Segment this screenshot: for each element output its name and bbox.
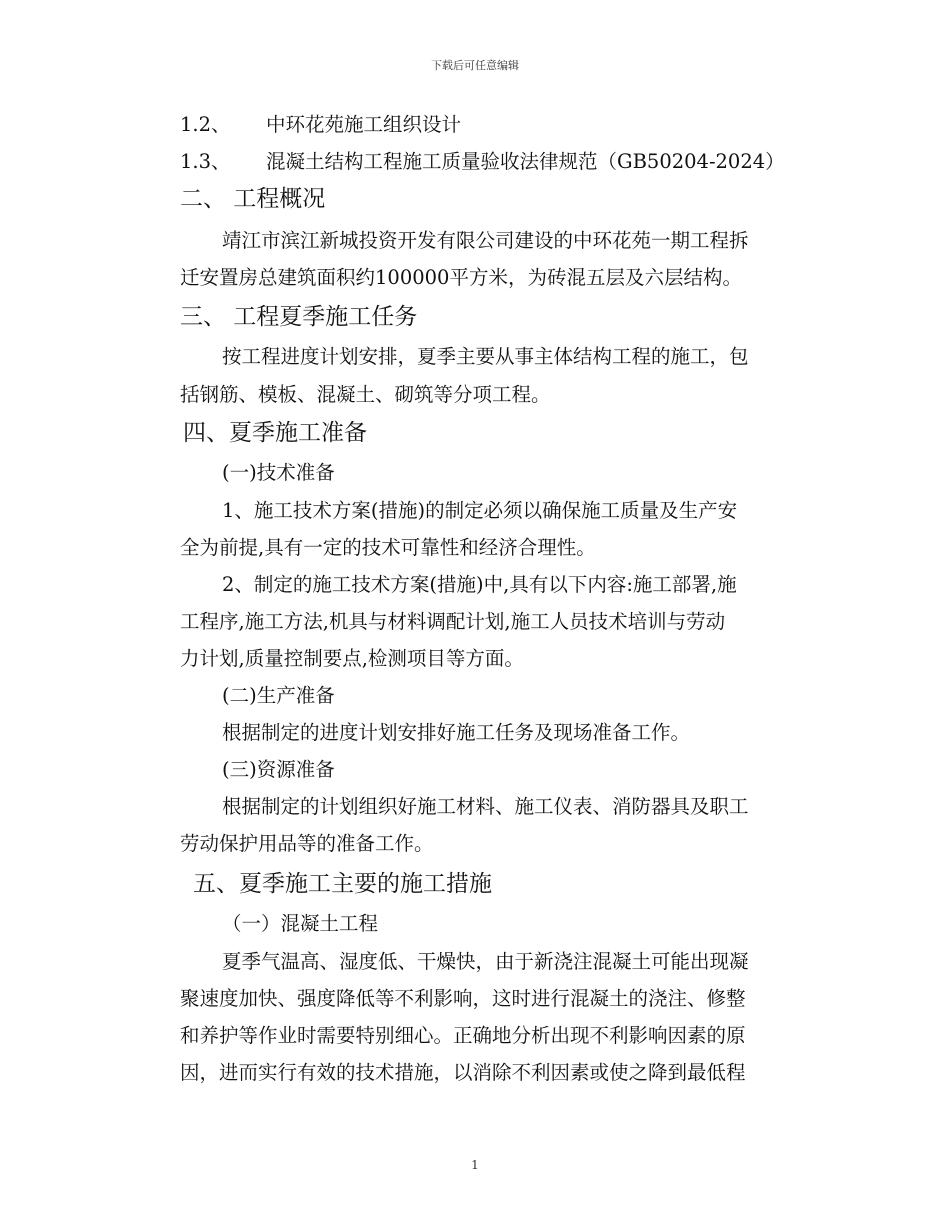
paragraph-line: 1、施工技术方案(措施)的制定必须以确保施工质量及生产安 — [222, 499, 738, 522]
paragraph-line: 迁安置房总建筑面积约100000平方米，为砖混五层及六层结构。 — [180, 266, 742, 289]
reference-text: 中环花苑施工组织设计 — [266, 113, 462, 136]
paragraph-line: 和养护等作业时需要特别细心。正确地分析出现不利影响因素的原 — [180, 1024, 746, 1047]
page-number: 1 — [471, 1158, 479, 1172]
section-heading: 二、 工程概况 — [180, 186, 326, 212]
reference-number: 1.2、 — [180, 113, 231, 136]
paragraph-line: 夏季气温高、湿度低、干燥快，由于新浇注混凝土可能出现凝 — [222, 950, 749, 973]
paragraph-line: 力计划,质量控制要点,检测项目等方面。 — [180, 647, 524, 670]
section-heading: 四、夏季施工准备 — [183, 420, 367, 446]
section-heading: 五、夏季施工主要的施工措施 — [193, 871, 492, 897]
subsection-title: (二)生产准备 — [222, 684, 335, 707]
paragraph-line: 因，进而实行有效的技术措施，以消除不利因素或使之降到最低程 — [180, 1061, 746, 1084]
page-header: 下载后可任意编辑 — [431, 59, 519, 72]
paragraph-line: 括钢筋、模板、混凝土、砌筑等分项工程。 — [180, 383, 551, 406]
section-heading: 三、 工程夏季施工任务 — [180, 304, 418, 330]
subsection-title: （一）混凝土工程 — [222, 912, 379, 935]
paragraph-line: 按工程进度计划安排，夏季主要从事主体结构工程的施工，包 — [222, 345, 749, 368]
paragraph-line: 工程序,施工方法,机具与材料调配计划,施工人员技术培训与劳动 — [180, 610, 726, 633]
reference-number: 1.3、 — [180, 150, 231, 173]
paragraph-line: 劳动保护用品等的准备工作。 — [180, 832, 434, 855]
reference-item — [180, 112, 461, 138]
paragraph-line: 聚速度加快、强度降低等不利影响，这时进行混凝土的浇注、修整 — [180, 987, 746, 1010]
reference-text: 混凝土结构工程施工质量验收法律规范（GB50204-2024） — [266, 150, 785, 173]
subsection-title: (一)技术准备 — [222, 461, 335, 484]
paragraph-line: 靖江市滨江新城投资开发有限公司建设的中环花苑一期工程拆 — [222, 229, 749, 252]
subsection-title: (三)资源准备 — [222, 758, 335, 781]
paragraph-line: 全为前提,具有一定的技术可靠性和经济合理性。 — [180, 536, 596, 559]
paragraph-line: 根据制定的计划组织好施工材料、施工仪表、消防器具及职工 — [222, 795, 749, 818]
reference-item — [180, 149, 785, 175]
paragraph-line: 根据制定的进度计划安排好施工任务及现场准备工作。 — [222, 721, 691, 744]
paragraph-line: 2、制定的施工技术方案(措施)中,具有以下内容:施工部署,施 — [222, 573, 737, 596]
